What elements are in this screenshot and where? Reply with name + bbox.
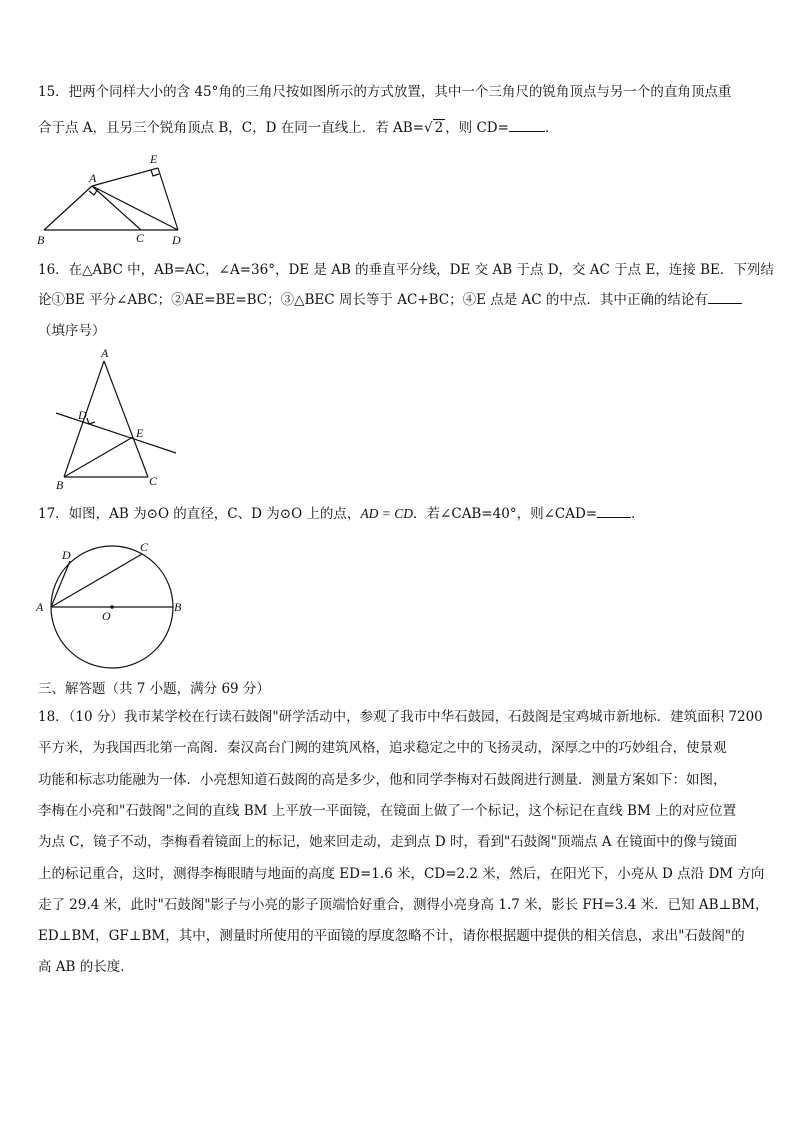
answer-blank xyxy=(597,505,631,518)
q15-line2-pre: 合于点 A，且另三个锐角顶点 B，C，D 在同一直线上．若 AB= xyxy=(38,120,424,136)
q15-text-line2 xyxy=(38,119,558,137)
q18-line: 为点 C，镜子不动，李梅看着镜面上的标记，她来回走动，走到点 D 时，看到"石鼓阁"顶端点 A 在镜面中的像与镜面 xyxy=(38,834,738,850)
q16-label-A: A xyxy=(101,346,109,360)
q17-label-C: C xyxy=(140,540,149,554)
q16-label-B: B xyxy=(56,478,64,492)
q15-figure xyxy=(34,148,184,248)
q16-label-D: D xyxy=(78,408,87,422)
q15-label-A: A xyxy=(89,171,97,185)
q17-label-D: D xyxy=(62,548,71,562)
sqrt-sign: √ xyxy=(423,120,433,136)
q15-label-C: C xyxy=(136,231,145,245)
q16-text-line3: （填序号） xyxy=(38,323,106,339)
q18-line: 高 AB 的长度． xyxy=(38,959,134,975)
q18-line: 上的标记重合，这时，测得李梅眼睛与地面的高度 ED=1.6 米，CD=2.2 米，然后，在阳光下，小亮从 D 点沿 DM 方向 xyxy=(38,866,765,882)
q18-line: ED⊥BM，GF⊥BM，其中，测量时所使用的平面镜的厚度忽略不计，请你根据题中提供的相关信息，求出"石鼓阁"的 xyxy=(38,928,745,944)
q15-label-E: E xyxy=(150,152,158,166)
arc-equality-expression: AD = CD xyxy=(360,506,414,521)
section-heading: 三、解答题（共 7 小题，满分 69 分） xyxy=(38,681,270,697)
q16-label-E: E xyxy=(136,426,144,440)
sqrt-expression xyxy=(424,119,445,136)
q16-figure xyxy=(50,343,185,495)
sqrt-radicand: 2 xyxy=(434,120,444,136)
q17-text-line1 xyxy=(38,505,645,523)
q15-label-B: B xyxy=(37,233,45,247)
q17-line1-post: ．若∠CAB=40°，则∠CAD= xyxy=(413,506,598,522)
q16-text-line2 xyxy=(38,291,742,309)
q17-figure xyxy=(34,535,186,671)
q15-line2-post: ，则 CD= xyxy=(445,120,509,136)
q18-line: 走了 29.4 米，此时"石鼓阁"影子与小亮的影子顶端恰好重合，测得小亮身高 1.7 米，影长 FH=3.4 米．已知 AB⊥BM， xyxy=(38,897,769,913)
answer-blank xyxy=(708,291,742,304)
q17-label-O: O xyxy=(102,609,111,623)
q18-line: 18．（10 分）我市某学校在行读石鼓阁"研学活动中，参观了我市中华石鼓园，石鼓阁是宝鸡城市新地标．建筑面积 7200 xyxy=(38,709,763,725)
q17-label-B: B xyxy=(174,600,182,614)
q15-label-D: D xyxy=(172,233,181,247)
q17-label-A: A xyxy=(36,600,44,614)
q16-line2-text: 论①BE 平分∠ABC；②AE=BE=BC；③△BEC 周长等于 AC+BC；④E 点是 AC 的中点．其中正确的结论有 xyxy=(38,292,708,308)
q17-line1-pre: 17．如图，AB 为⊙O 的直径，C、D 为⊙O 上的点， xyxy=(38,506,361,522)
center-point xyxy=(110,605,114,609)
q18-line: 李梅在小亮和"石鼓阁"之间的直线 BM 上平放一平面镜，在镜面上做了一个标记，这个标记在直线 BM 上的对应位置 xyxy=(38,803,737,819)
q18-line: 平方米，为我国西北第一高阁．秦汉高台门阙的建筑风格，追求稳定之中的飞扬灵动，深厚之中的巧妙组合，使景观 xyxy=(38,740,727,756)
q16-label-C: C xyxy=(149,474,158,488)
q17-line1-end: ． xyxy=(631,506,645,522)
q15-text-line1: 15．把两个同样大小的含 45°角的三角尺按如图所示的方式放置，其中一个三角尺的锐角顶点与另一个的直角顶点重 xyxy=(38,84,732,100)
q15-line2-end: ． xyxy=(544,120,559,136)
answer-blank xyxy=(509,119,545,132)
q18-line: 功能和标志功能融为一体．小亮想知道石鼓阁的高是多少，他和同学李梅对石鼓阁进行测量．测量方案如下：如图， xyxy=(38,772,727,788)
q16-text-line1: 16．在△ABC 中，AB=AC，∠A=36°，DE 是 AB 的垂直平分线，DE 交 AB 于点 D，交 AC 于点 E，连接 BE．下列结 xyxy=(38,262,774,278)
